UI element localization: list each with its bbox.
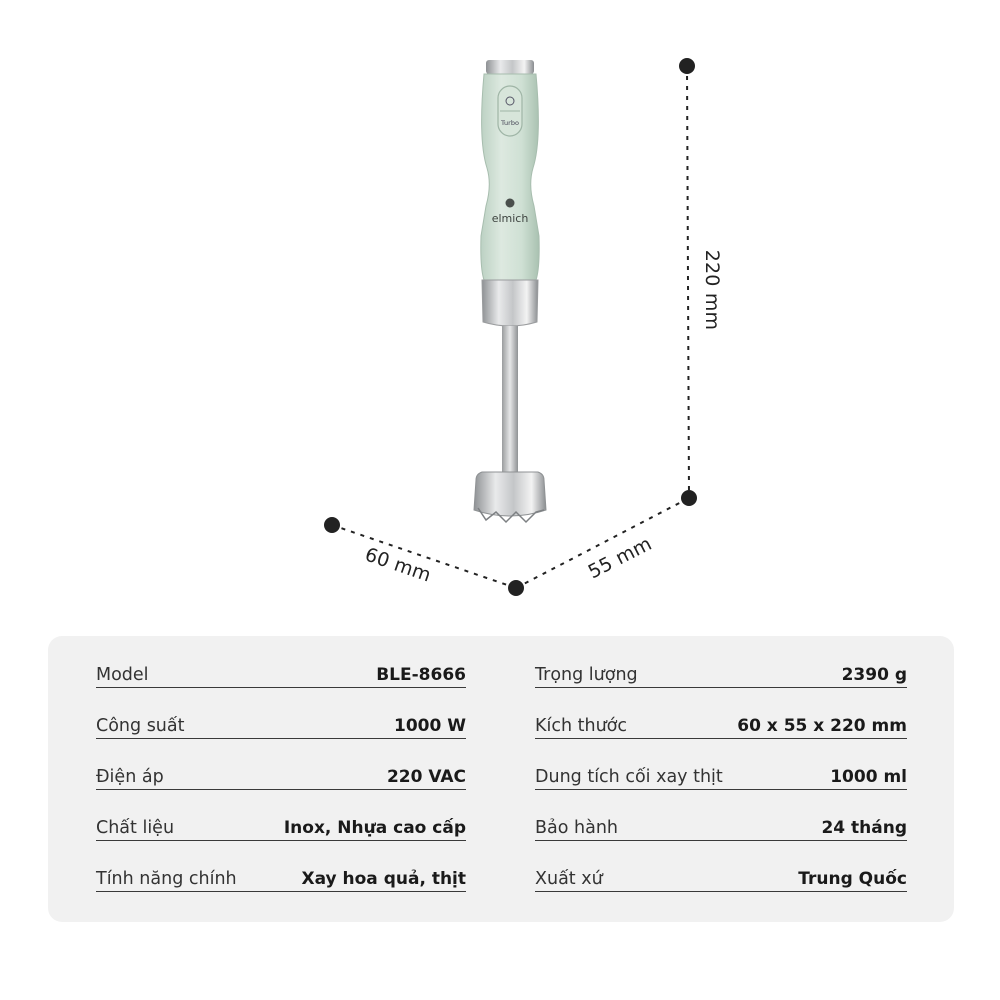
spec-label: Bảo hành [535,818,618,838]
spec-label: Model [96,665,149,685]
spec-value: Xay hoa quả, thịt [301,869,466,889]
spec-label: Chất liệu [96,818,175,838]
height-line [687,66,689,498]
spec-value: 2390 g [841,665,907,685]
spec-label: Trọng lượng [535,665,638,685]
spec-row-voltage [96,756,466,790]
spec-label: Công suất [96,716,185,736]
height-top-dot [679,58,695,74]
spec-value: 24 tháng [821,818,907,838]
corner-right-dot [681,490,697,506]
brand-logo-text: elmich [491,212,529,225]
spec-value: 60 x 55 x 220 mm [737,716,907,736]
spec-row-features [96,858,466,892]
spec-row-material [96,807,466,841]
spec-panel [48,636,954,922]
hand-blender [474,60,546,522]
spec-column-left [96,654,466,892]
spec-label: Điện áp [96,767,164,787]
spec-value: Trung Quốc [798,869,907,889]
spec-value: BLE-8666 [376,665,466,685]
steel-collar [482,280,538,326]
spec-value: Inox, Nhựa cao cấp [283,818,466,838]
spec-value: 1000 ml [830,767,907,787]
top-cap [486,60,534,74]
spec-row-warranty [535,807,907,841]
spec-row-capacity [535,756,907,790]
depth-dimension-label: 60 mm [362,543,434,587]
corner-front-dot [508,580,524,596]
blade-guard [474,472,546,516]
spec-row-power [96,705,466,739]
spec-row-weight [535,654,907,688]
spec-column-right [535,654,907,892]
spec-label: Xuất xứ [535,869,603,889]
spec-label: Tính năng chính [96,869,237,889]
height-dimension-label: 220 mm [701,249,723,331]
turbo-label: Turbo [501,119,519,127]
spec-value: 1000 W [394,716,466,736]
blender-shaft [502,326,518,476]
spec-value: 220 VAC [386,767,466,787]
width-dimension-label: 55 mm [584,532,656,584]
spec-label: Dung tích cối xay thịt [535,767,723,787]
brand-logo-icon [506,199,515,208]
spec-row-model [96,654,466,688]
corner-left-dot [324,517,340,533]
spec-label: Kích thước [535,716,627,736]
spec-row-origin [535,858,907,892]
spec-row-size [535,705,907,739]
